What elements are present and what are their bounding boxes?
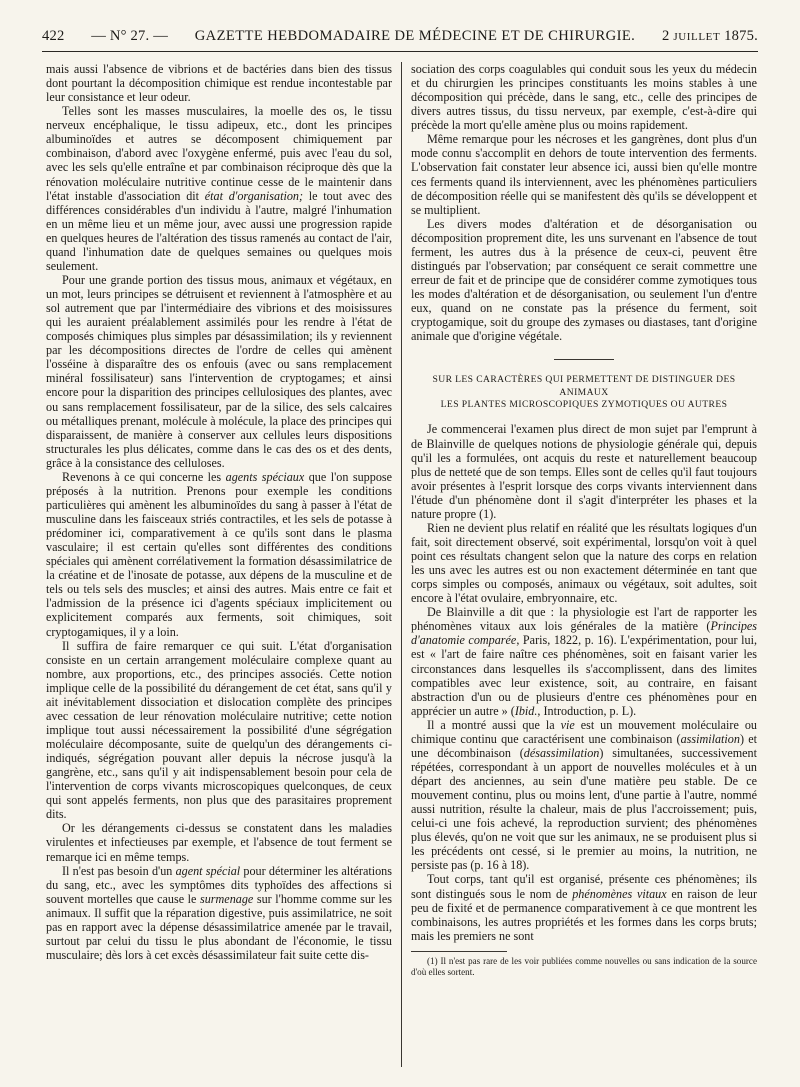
- issue-number: — N° 27. —: [91, 27, 168, 44]
- paragraph: Les divers modes d'altération et de désorganisation ou décomposition proprement dite, les uns survenant en l'absence de tout ferment, les autres dus à la présence de ceux-ci, peuvent être distingués par l'observation; par conséquent ce serait commettre une erreur de fait et de principe que de considérer comme zymotiques tous les modes d'altération et de désorganisation, ou seulement l'un d'entre eux, quand on ne constate pas la présence du ferment, soit cryptogamique, soit du groupe des zymases ou diastases, tant d'origine animale que d'origine végétale.: [411, 216, 757, 344]
- paragraph: Il a montré aussi que la vie est un mouvement moléculaire ou chimique continu que caractérisent une combinaison (assimilation) et une décombinaison (désassimilation) simultanées, successivement répétées, correspondant à un apport de nouvelles molécules et à un départ des anciennes, au sein d'une matière peu stable. De ce mouvement continu, plus ou moins lent, d'une partie à l'autre, nommé aussi nutrition, résulte la chaleur, mais de plus l'accroissement; puis, celui-ci une fois achevé, la reproduction survient; des phénomènes plus élevés, qu'on ne voit que sur les animaux, ne se produisent plus si les précédents ont cessé, si le premier au moins, la nutrition, ne persiste pas (p. 16 à 18).: [411, 717, 757, 873]
- paragraph: Il suffira de faire remarquer ce qui suit. L'état d'organisation consiste en un certain arrangement moléculaire complexe quant au nombre, aux proportions, etc., des principes associés. Cette notion implique celle de la possibilité du dérangement de cet état, sans qu'il y ait inévitablement dissociation et dislocation complète des principes avec cessation de leur rénovation moléculaire nutritive; cette notion implique tout aussi nécessairement la possibilité d'une ségrégation moléculaire décomposante, suite de quelqu'un des dérangements ci-indiqués, ségrégation pouvant aller depuis la nécrose jusqu'à la gangrène, etc., sans qu'il y ait indispensablement besoin pour cela de l'intervention de corps vivants microscopiques quelconques, de ceux qui sont appelés ferments, non plus que des parasitaires proprement dits.: [46, 638, 392, 822]
- date-month: JUILLET: [673, 30, 721, 43]
- paragraph: mais aussi l'absence de vibrions et de bactéries dans bien des tissus dont pourtant la décomposition chimique est rendue incontestable par leur consistance et leur odeur.: [46, 62, 392, 105]
- page-number: 422: [42, 27, 65, 44]
- paragraph: Même remarque pour les nécroses et les gangrènes, dont plus d'un mode connu s'accomplit en dehors de toute intervention des ferments. L'observation fait constater leur absence ici, aussi bien qu'elle montre ces ferments quand ils interviennent, avec les phénomènes particuliers de décomposition réelle qui se manifestent dès qu'ils se développent et se multiplient.: [411, 132, 757, 217]
- section-heading-line: LES PLANTES MICROSCOPIQUES ZYMOTIQUES OU AUTRES: [440, 399, 728, 411]
- paragraph: Revenons à ce qui concerne les agents spéciaux que l'on suppose préposés à la nutrition. Prenons pour exemple les conditions particulières qui amènent les albuminoïdes du sang à passer à l'état de musculine dans les faisceaux striés contractiles, et les sels de potasse à prédominer ici, comparativement à ce qu'ils sont dans le plasma vasculaire; il est certain qu'elles sont différentes des conditions spéciales qui amènent corrélativement la formation désassimilatrice de la créatine et de l'inosate de potasse, aux dépens de la musculine et de tels ou tels sels des muscles; et ainsi des autres. Mais entre ce fait et l'admission de la présence ici d'agents spéciaux implicitement ou explicitement comparés aux ferments, soit chimiques, soit cryptogamiques, il y a loin.: [46, 469, 392, 639]
- footnote: (1) Il n'est pas rare de les voir publiées comme nouvelles ou sans indication de la source d'où elles sortent.: [411, 955, 757, 977]
- left-column: [46, 62, 392, 1072]
- paragraph: Tout corps, tant qu'il est organisé, présente ces phénomènes; ils sont distingués sous le nom de phénomènes vitaux en raison de leur peu de fixité et de permanence comparativement à ce que montrent les combinaisons, les autres propriétés et les formes dans les corps bruts; mais les premiers ne sont: [411, 872, 757, 943]
- section-heading-line: SUR LES CARACTÈRES QUI PERMETTENT DE DISTINGUER DES ANIMAUX: [432, 374, 736, 398]
- issue-date: [662, 28, 758, 45]
- column-divider: [401, 62, 402, 1067]
- paragraph: Je commencerai l'examen plus direct de mon sujet par l'emprunt à de Blainville de quelques notions de physiologie générale qui, depuis qu'il les a formulées, ont acquis du reste et naturellement beaucoup plus de netteté que de son temps. Elles sont de celles qu'il faut toujours avoir présentes à l'esprit lorsque des corps vivants interviennent dans l'étude d'un phénomène dont il s'agit d'interpréter les phases et la nature propre (1).: [411, 422, 757, 521]
- paragraph: Il n'est pas besoin d'un agent spécial pour déterminer les altérations du sang, etc., avec les symptômes dits typhoïdes des affections si souvent mortelles que cause le surmenage sur l'homme comme sur les animaux. Il suffit que la réparation digestive, puis assimilatrice, ne soit pas en rapport avec la dépense désassimilatrice amenée par le travail, surtout par celui du tissu le plus abondant de l'économie, le tissu musculaire; dès lors à cet excès désassimilateur fait suite cette dis-: [46, 863, 392, 962]
- paragraph: Or les dérangements ci-dessus se constatent dans les maladies virulentes et infectieuses par exemple, et l'absence de tout ferment se remarque ici en même temps.: [46, 821, 392, 864]
- right-column: [411, 62, 757, 1072]
- date-day: 2: [661, 27, 670, 44]
- paragraph: De Blainville a dit que : la physiologie est l'art de rapporter les phénomènes vitaux aux lois générales de la matière (Principes d'anatomie comparée, Paris, 1822, p. 16). L'expérimentation, pour lui, est « l'art de faire naître ces phénomènes, soit en faisant varier les circonstances dans lesquelles ils s'accomplissent, dans des limites compatibles avec leur existence, soit, au contraire, en faisant abstraction d'un ou de plusieurs d'entre ces phénomènes pour en apprécier un autre » (Ibid., Introduction, p. L).: [411, 605, 757, 718]
- header-rule: [42, 51, 758, 52]
- section-heading: [411, 359, 757, 411]
- paragraph: Rien ne devient plus relatif en réalité que les résultats logiques d'un fait, soit directement observé, soit expérimental, lorsqu'on voit à quel point ces résultats changent selon que la nature des corps en relation les uns avec les autres est ou non exactement déterminée en tant que corps simples ou composés, animaux ou végétaux, soit adultes, soit encore à l'état ovulaire, embryonnaire, etc.: [411, 520, 757, 606]
- page-header: [42, 24, 758, 48]
- paragraph: Pour une grande portion des tissus mous, animaux et végétaux, en un mot, leurs principes se détruisent et reviennent à l'atmosphère et au sol autrement que par l'intermédiaire des vibrions et des moisissures qui les auraient préalablement assimilés pour les rendre à l'état de composés chimiques plus simples par désassimilation; ils y reviennent par les décompositions directes de l'ordre de celles qui amènent l'osséine à disparaître des os enfouis (avec ou sans remplacement minéral fossilisateur) sans l'intervention de cryptogames; et ainsi encore pour la disparition des principes cellulosiques des plantes, avec ou sans remplacement fossilisateur, par de la silice, des sels calcaires ou métalliques prenant, molécule à molécule, la place des principes qui disparaissent, de manière à conserver aux cellules leurs dispositions structurales les plus délicates, comme dans le cas des os et des dents, grâce à la consistance des celluloses.: [46, 272, 392, 470]
- paragraph: sociation des corps coagulables qui conduit sous les yeux du médecin et du chirurgien les principes constituants les moins stables à une décomposition qui précède, dans le sang, etc., celle des principes de divers autres tissus, du tissu nerveux, par exemple, c'est-à-dire qui précède la mort qu'elle amène plus ou moins rapidement.: [411, 62, 757, 133]
- journal-title: GAZETTE HEBDOMADAIRE DE MÉDECINE ET DE CHIRURGIE.: [194, 27, 636, 44]
- footnote-rule: [411, 951, 507, 952]
- date-year: 1875.: [724, 27, 758, 44]
- paragraph: Telles sont les masses musculaires, la moelle des os, le tissu nerveux encéphalique, le tissu adipeux, etc., dont les principes albuminoïdes et autres se décomposent chimiquement par combinaison, d'abord avec l'oxygène enfermé, puis avec l'eau du sol, avec les sels qu'elle entraîne et par combinaison réciproque dès que la rénovation moléculaire nutritive continue cesse de le maintenir dans l'état instable d'association dit état d'organisation; le tout avec des différences considérables d'un individu à l'autre, malgré l'inhumation en un même lieu et un même jour, avec aussi une progression rapide en quelques heures de l'altération des tissus ramenés au contact de l'air, quand l'inhumation date de quelques semaines ou quelques mois seulement.: [46, 104, 392, 273]
